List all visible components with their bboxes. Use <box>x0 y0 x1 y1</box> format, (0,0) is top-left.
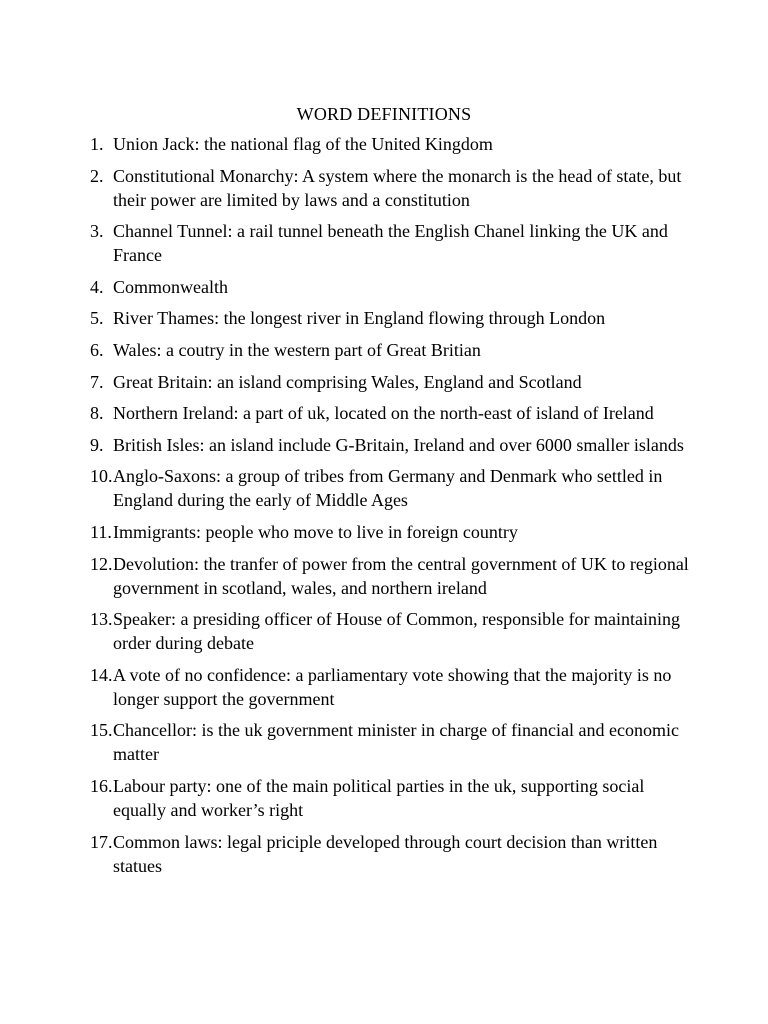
list-item <box>90 219 690 267</box>
item-number: 10. <box>90 466 113 487</box>
item-number: 7. <box>90 371 104 392</box>
item-text: Wales: a coutry in the western part of Great Britian <box>113 339 481 360</box>
item-number: 2. <box>90 165 104 186</box>
item-number: 14. <box>90 664 113 685</box>
item-number: 4. <box>90 276 104 297</box>
item-text: Great Britain: an island comprising Wales, England and Scotland <box>113 371 582 392</box>
item-text: Union Jack: the national flag of the United Kingdom <box>113 134 493 154</box>
list-item <box>90 718 690 766</box>
item-text: British Isles: an island include G-Britain, Ireland and over 6000 smaller islands <box>113 434 684 455</box>
list-item <box>90 774 690 822</box>
item-number: 1. <box>90 134 104 154</box>
item-number: 6. <box>90 339 104 360</box>
list-item <box>90 401 690 425</box>
list-item <box>90 338 690 362</box>
item-text: Chancellor: is the uk government minister in charge of financial and economic matter <box>113 720 679 765</box>
item-text: Constitutional Monarchy: A system where the monarch is the head of state, but their power are limited by laws and a constitution <box>113 165 682 210</box>
item-number: 15. <box>90 720 113 741</box>
item-text: Anglo-Saxons: a group of tribes from Germany and Denmark who settled in England during the early of Middle Ages <box>113 466 663 511</box>
item-number: 12. <box>90 553 113 574</box>
list-item <box>90 552 690 600</box>
list-item <box>90 520 690 544</box>
item-text: Labour party: one of the main political parties in the uk, supporting social equally and worker’s right <box>113 775 645 820</box>
item-text: Devolution: the tranfer of power from the central government of UK to regional government in scotland, wales, and northern ireland <box>113 553 689 598</box>
item-text: Common laws: legal priciple developed through court decision than written statues <box>113 831 658 876</box>
item-number: 16. <box>90 775 113 796</box>
item-text: Immigrants: people who move to live in foreign country <box>113 521 518 542</box>
item-text: Speaker: a presiding officer of House of Common, responsible for maintaining order during debate <box>113 609 681 654</box>
list-item <box>90 830 690 878</box>
list-item <box>90 275 690 299</box>
item-number: 3. <box>90 221 104 242</box>
list-item <box>90 306 690 330</box>
item-number: 8. <box>90 403 104 424</box>
item-number: 11. <box>90 521 112 542</box>
list-item <box>90 464 690 512</box>
item-number: 9. <box>90 434 104 455</box>
item-text: Channel Tunnel: a rail tunnel beneath the English Chanel linking the UK and France <box>113 221 668 266</box>
item-number: 5. <box>90 308 104 329</box>
list-item <box>90 433 690 457</box>
list-item <box>90 663 690 711</box>
item-number: 17. <box>90 831 113 852</box>
item-text: Commonwealth <box>113 276 228 297</box>
document-title: WORD DEFINITIONS <box>296 104 472 124</box>
item-number: 13. <box>90 609 113 630</box>
item-text: A vote of no confidence: a parliamentary vote showing that the majority is no longer support the government <box>113 664 672 709</box>
list-item <box>90 370 690 394</box>
item-text: Northern Ireland: a part of uk, located on the north-east of island of Ireland <box>113 403 654 424</box>
item-text: River Thames: the longest river in England flowing through London <box>113 308 606 329</box>
list-item <box>90 607 690 655</box>
list-item <box>90 164 690 212</box>
definitions-list <box>90 132 690 885</box>
list-item <box>90 132 690 156</box>
